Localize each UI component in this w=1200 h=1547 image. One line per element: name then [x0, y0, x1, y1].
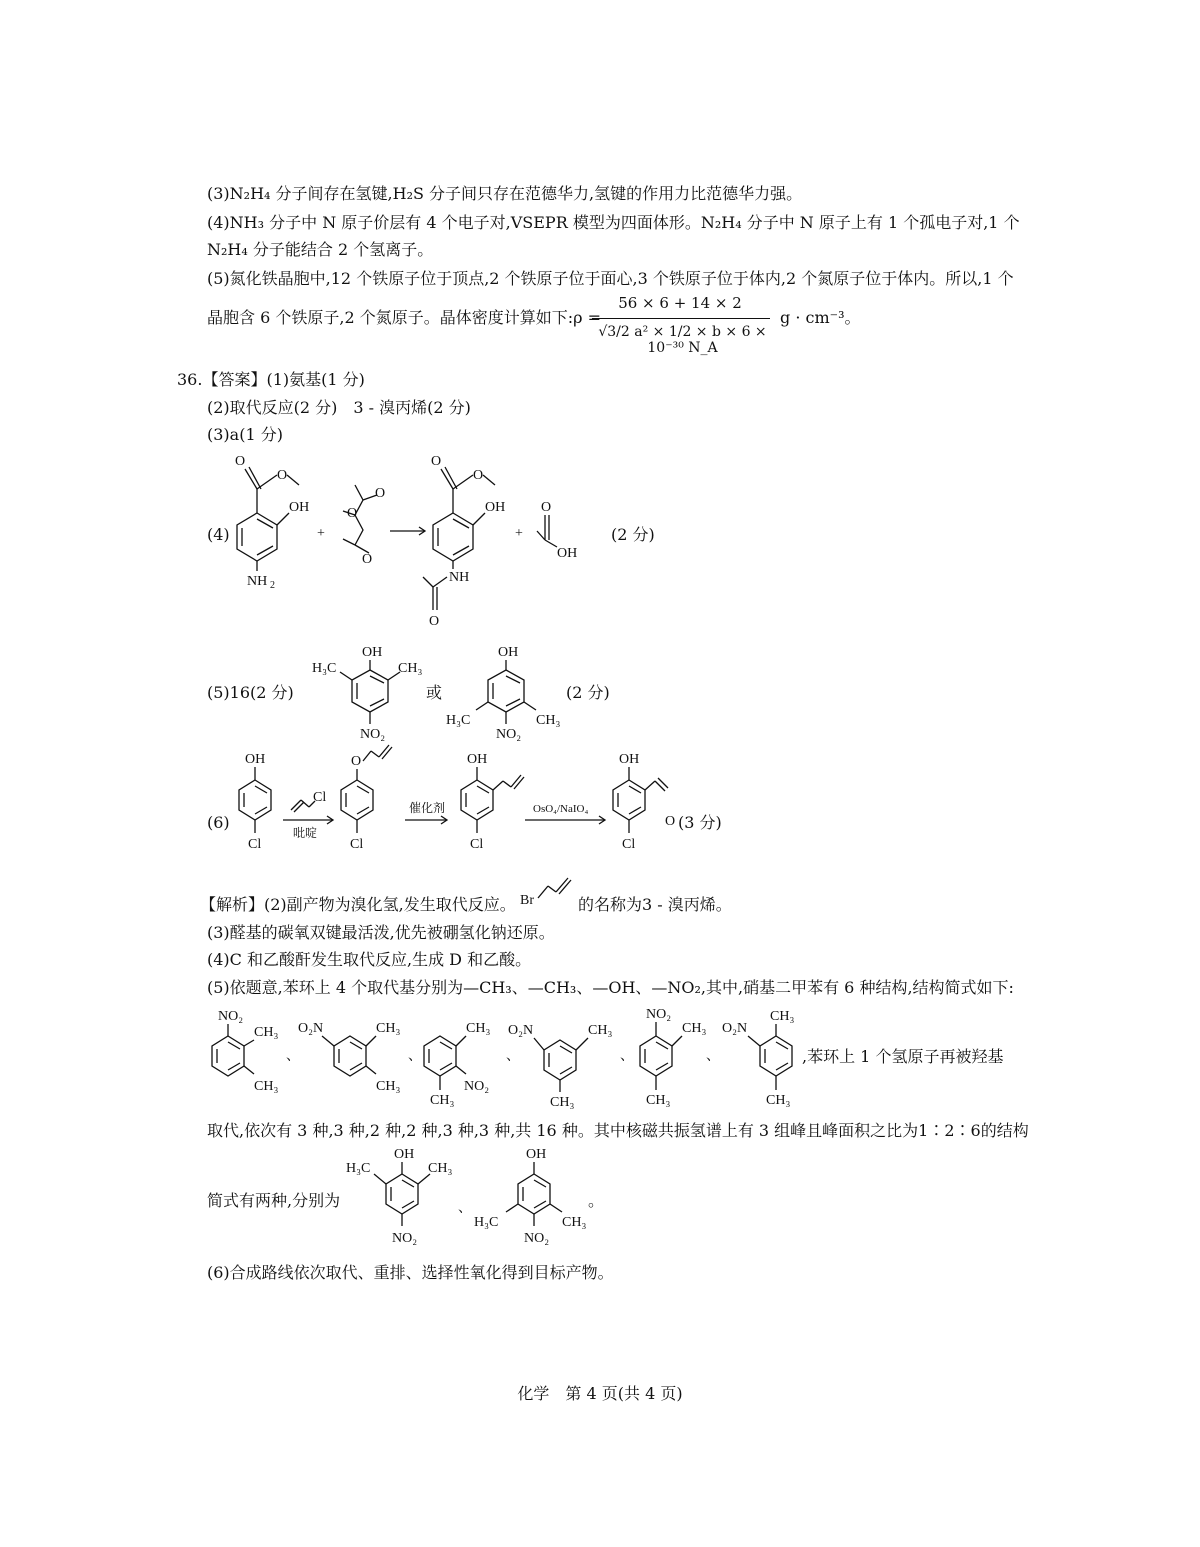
q36-answer-6-label: (6) — [207, 813, 230, 832]
fraction-bar — [592, 318, 770, 319]
analysis-2-tail: 的名称为3 - 溴丙烯。 — [578, 895, 732, 914]
svg-text:OH: OH — [245, 752, 266, 767]
svg-text:O: O — [665, 814, 676, 829]
synthesis-route-scheme — [225, 735, 745, 875]
nitroxylene-isomer-6 — [722, 1009, 794, 1108]
svg-text:+: + — [515, 526, 523, 541]
svg-text:OH: OH — [526, 1147, 547, 1162]
answer-structures-repeat — [340, 1142, 590, 1254]
allyl-chloride-structure — [291, 790, 326, 812]
dimethyl-nitrophenol-b — [440, 640, 570, 750]
svg-text:O₂N: O₂N — [298, 1021, 324, 1036]
svg-text:NO₂: NO₂ — [360, 727, 386, 742]
acetic-acid-structure — [537, 500, 577, 561]
q35-part5-line1: (5)氮化铁晶胞中,12 个铁原子位于顶点,2 个铁原子位于面心,3 个铁原子位于体内,2 个氮原子位于体内。所以,1 个 — [207, 269, 1014, 288]
svg-text:CH₃: CH₃ — [376, 1079, 401, 1094]
density-denominator: √3/2 a² × 1/2 × b × 6 × 10⁻³⁰ N_A — [598, 324, 767, 356]
svg-text:NH: NH — [247, 574, 268, 589]
nitroxylene-isomer-1 — [212, 1009, 278, 1094]
reagent-catalyst: 催化剂 — [409, 801, 446, 815]
svg-text:O: O — [473, 468, 484, 483]
svg-text:CH₃: CH₃ — [682, 1021, 707, 1036]
svg-text:Cl: Cl — [470, 837, 484, 852]
allyl-ether-structure — [341, 745, 392, 852]
svg-text:OH: OH — [557, 546, 578, 561]
svg-text:CH₃: CH₃ — [770, 1009, 795, 1024]
svg-text:2: 2 — [270, 580, 275, 591]
nitroxylene-isomer-5 — [640, 1007, 706, 1108]
methyl-aminosalicylate-structure — [235, 454, 309, 591]
svg-text:Cl: Cl — [313, 790, 327, 805]
svg-text:OH: OH — [394, 1147, 415, 1162]
svg-text:CH₃: CH₃ — [376, 1021, 401, 1036]
svg-text:H₃C: H₃C — [312, 661, 337, 676]
dimethyl-nitrophenol-b-repeat — [474, 1147, 586, 1246]
q36-answer-5-score: (2 分) — [566, 683, 610, 702]
svg-text:、: 、 — [620, 1049, 634, 1064]
svg-text:CH₃: CH₃ — [254, 1079, 279, 1094]
svg-text:NH: NH — [449, 570, 470, 585]
analysis-5-tail: ,苯环上 1 个氢原子再被羟基 — [802, 1047, 1004, 1066]
svg-text:NO₂: NO₂ — [496, 727, 522, 742]
density-unit: g · cm⁻³。 — [780, 308, 861, 327]
svg-text:O: O — [431, 454, 442, 469]
allylphenol-structure — [461, 752, 524, 852]
q36-answer-head: 36.【答案】(1)氨基(1 分) — [177, 370, 365, 389]
acetic-anhydride-structure — [343, 485, 385, 567]
q36-answer-4-score: (2 分) — [611, 525, 655, 544]
svg-text:、: 、 — [286, 1049, 300, 1064]
q36-answer-5-label: (5)16(2 分) — [207, 683, 294, 702]
svg-text:O: O — [235, 454, 246, 469]
q36-answer-3: (3)a(1 分) — [207, 425, 283, 444]
svg-text:Cl: Cl — [248, 837, 262, 852]
svg-text:CH₃: CH₃ — [398, 661, 423, 676]
dimethyl-nitrophenol-a — [310, 640, 423, 750]
svg-text:O: O — [541, 500, 552, 515]
svg-text:H₃C: H₃C — [446, 713, 471, 728]
svg-text:+: + — [317, 526, 325, 541]
analysis-4: (4)C 和乙酸酐发生取代反应,生成 D 和乙酸。 — [207, 950, 532, 969]
q35-part5-line2: 晶胞含 6 个铁原子,2 个氮原子。晶体密度计算如下:ρ = — [207, 308, 601, 327]
svg-text:CH₃: CH₃ — [550, 1095, 575, 1110]
svg-text:NO₂: NO₂ — [464, 1079, 490, 1094]
svg-text:O: O — [362, 552, 373, 567]
svg-text:、: 、 — [408, 1049, 422, 1064]
svg-text:O₂N: O₂N — [722, 1021, 748, 1036]
q35-part3: (3)N₂H₄ 分子间存在氢键,H₂S 分子间只存在范德华力,氢键的作用力比范德华力强。 — [207, 184, 803, 203]
svg-text:H₃C: H₃C — [346, 1161, 371, 1176]
svg-text:NO₂: NO₂ — [524, 1231, 550, 1246]
svg-text:CH₃: CH₃ — [536, 713, 561, 728]
svg-text:NO₂: NO₂ — [392, 1231, 418, 1246]
svg-text:CH₃: CH₃ — [428, 1161, 453, 1176]
q36-answer-6-score: (3 分) — [678, 813, 722, 832]
svg-text:OH: OH — [362, 645, 383, 660]
nitroxylene-isomer-2 — [298, 1021, 400, 1094]
svg-text:OH: OH — [498, 645, 519, 660]
acetamido-salicylate-structure — [423, 454, 505, 629]
reagent-pyridine: 吡啶 — [293, 826, 318, 840]
q36-answer-2: (2)取代反应(2 分) 3 - 溴丙烯(2 分) — [207, 398, 471, 417]
nitroxylene-isomer-3 — [424, 1021, 490, 1108]
svg-text:OH: OH — [619, 752, 640, 767]
svg-text:O: O — [347, 506, 358, 521]
svg-text:CH₃: CH₃ — [766, 1093, 791, 1108]
dimethyl-nitrophenol-a-repeat — [346, 1147, 452, 1246]
svg-text:OH: OH — [467, 752, 488, 767]
chlorosalicylaldehyde-derivative-structure — [613, 752, 668, 852]
nitroxylene-isomer-4 — [508, 1023, 612, 1110]
q36-answer-5-or: 或 — [426, 683, 443, 702]
svg-text:OH: OH — [485, 500, 506, 515]
svg-text:、: 、 — [506, 1049, 520, 1064]
density-numerator: 56 × 6 + 14 × 2 — [618, 294, 742, 312]
svg-text:Cl: Cl — [622, 837, 636, 852]
svg-text:NO₂: NO₂ — [218, 1009, 244, 1024]
svg-text:Cl: Cl — [350, 837, 364, 852]
svg-text:、: 、 — [706, 1049, 720, 1064]
svg-text:CH₃: CH₃ — [562, 1215, 587, 1230]
analysis-5-line3: 简式有两种,分别为 — [207, 1191, 341, 1210]
chlorophenol-structure — [239, 752, 271, 852]
svg-text:CH₃: CH₃ — [430, 1093, 455, 1108]
q35-part4-line2: N₂H₄ 分子能结合 2 个氢离子。 — [207, 240, 434, 259]
analysis-3: (3)醛基的碳氧双键最活泼,优先被硼氢化钠还原。 — [207, 923, 555, 942]
page-footer: 化学 第 4 页(共 4 页) — [517, 1384, 683, 1403]
analysis-5: (5)依题意,苯环上 4 个取代基分别为—CH₃、—CH₃、—OH、—NO₂,其中,硝基二甲苯有 6 种结构,结构简式如下: — [207, 978, 1014, 997]
svg-text:O: O — [277, 468, 288, 483]
reagent-osmium-periodate: OsO₄/NaIO₄ — [533, 803, 589, 815]
svg-text:CH₃: CH₃ — [588, 1023, 613, 1038]
svg-text:O₂N: O₂N — [508, 1023, 534, 1038]
analysis-5-line2: 取代,依次有 3 种,3 种,2 种,2 种,3 种,3 种,共 16 种。其中核磁共振氢谱上有 3 组峰且峰面积之比为1∶2∶6的结构 — [207, 1121, 1029, 1140]
q36-answer-4-label: (4) — [207, 525, 230, 544]
svg-text:H₃C: H₃C — [474, 1215, 499, 1230]
svg-text:CH₃: CH₃ — [466, 1021, 491, 1036]
svg-text:O: O — [351, 754, 362, 769]
svg-text:、: 、 — [458, 1201, 472, 1216]
svg-text:Br: Br — [520, 893, 534, 908]
svg-text:CH₃: CH₃ — [646, 1093, 671, 1108]
analysis-6: (6)合成路线依次取代、重排、选择性氧化得到目标产物。 — [207, 1263, 614, 1282]
svg-text:CH₃: CH₃ — [254, 1025, 279, 1040]
svg-text:OH: OH — [289, 500, 310, 515]
q35-part4-line1: (4)NH₃ 分子中 N 原子价层有 4 个电子对,VSEPR 模型为四面体形。N₂H₄ 分子中 N 原子上有 1 个孤电子对,1 个 — [207, 213, 1020, 232]
analysis-5-period: 。 — [588, 1191, 605, 1210]
svg-text:O: O — [375, 486, 386, 501]
svg-text:O: O — [429, 614, 440, 629]
analysis-2: 【解析】(2)副产物为溴化氢,发生取代反应。 — [200, 895, 516, 914]
svg-text:NO₂: NO₂ — [646, 1007, 672, 1022]
allyl-bromide-structure — [520, 874, 580, 914]
